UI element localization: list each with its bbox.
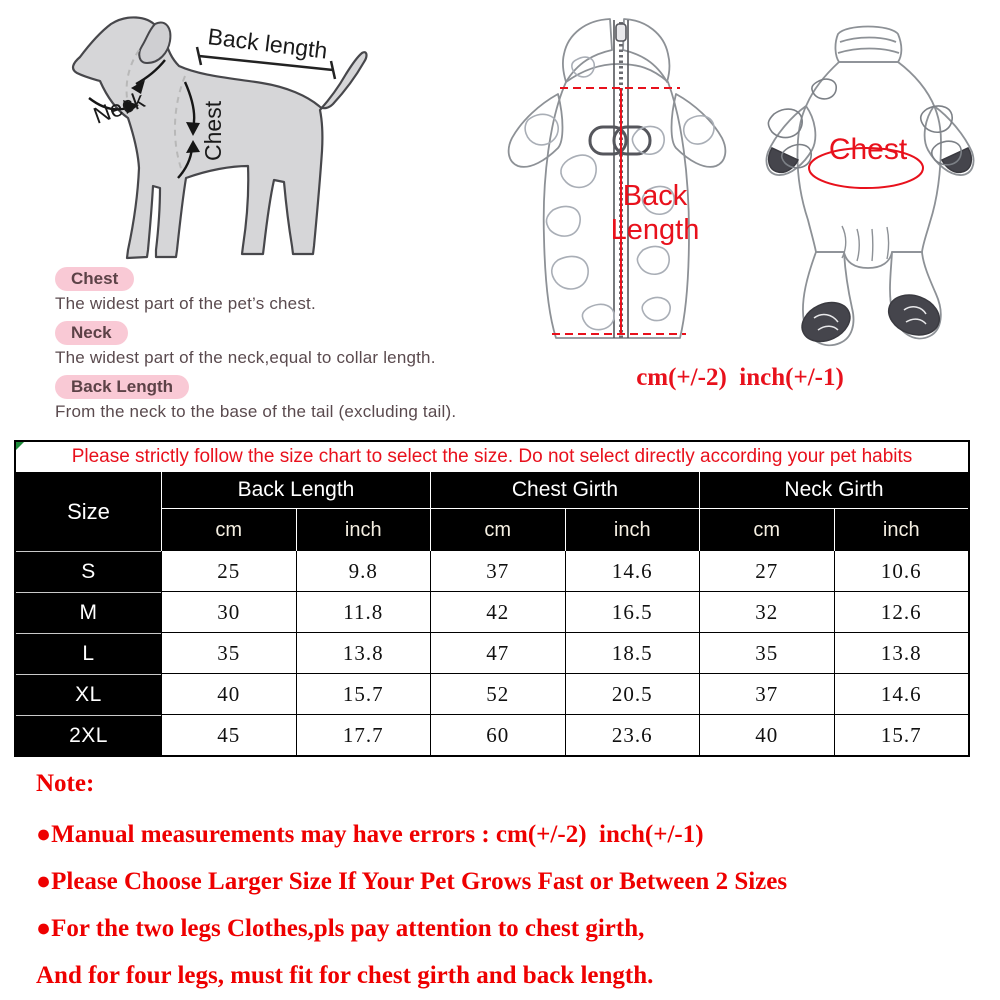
header-chest-girth: Chest Girth: [431, 472, 699, 508]
gather-lines: [842, 226, 889, 261]
front-back-length-label-line2: Length: [610, 214, 700, 246]
note-line-four-legs: And for four legs, must fit for chest girth and back length.: [36, 962, 654, 989]
back-length-definition-text: From the neck to the base of the tail (excluding tail).: [55, 402, 457, 421]
collar-left: [563, 19, 612, 82]
size-cell: 2XL: [16, 715, 161, 755]
dog-measurement-diagram: [35, 6, 375, 268]
value-cell: 20.5: [566, 674, 700, 714]
size-chart-body: [16, 551, 968, 755]
value-cell: 10.6: [835, 551, 969, 591]
sleeve-left: [509, 94, 563, 167]
neck-definition-text: The widest part of the neck,equal to collar length.: [55, 348, 436, 367]
value-cell: 13.8: [835, 633, 969, 673]
garment-back-illustration: [742, 12, 992, 350]
diagram-back-length-label: Back length: [206, 23, 329, 64]
value-cell: 27: [700, 551, 834, 591]
header-neck-inch: inch: [835, 509, 969, 551]
value-cell: 37: [431, 551, 565, 591]
back-collar: [835, 27, 901, 63]
front-back-length-label-line1: Back: [622, 180, 688, 212]
value-cell: 52: [431, 674, 565, 714]
header-size: Size: [16, 472, 161, 551]
value-cell: 47: [431, 633, 565, 673]
cell-corner-marker: [16, 442, 24, 450]
value-cell: 45: [162, 715, 296, 755]
size-cell: L: [16, 633, 161, 673]
header-back-cm: cm: [162, 509, 296, 551]
note-line-two-legs: ●For the two legs Clothes,pls pay attention to chest girth,: [36, 915, 645, 942]
back-length-pill: Back Length: [55, 375, 189, 399]
size-chart-warning-text: Please strictly follow the size chart to select the size. Do not select directly according your pet habits: [71, 446, 913, 467]
tolerance-note: cm(+/-2) inch(+/-1): [636, 364, 844, 391]
value-cell: 18.5: [566, 633, 700, 673]
size-cell: XL: [16, 674, 161, 714]
header-neck-girth: Neck Girth: [700, 472, 968, 508]
size-cell: M: [16, 592, 161, 632]
chest-pill: Chest: [55, 267, 134, 291]
back-chest-label: Chest: [828, 133, 908, 166]
definition-chest: [55, 267, 495, 314]
value-cell: 14.6: [835, 674, 969, 714]
value-cell: 15.7: [297, 674, 431, 714]
definition-neck: [55, 321, 495, 368]
definition-back-length: [55, 375, 495, 422]
size-chart-warning-row: [16, 442, 968, 472]
chest-definition-text: The widest part of the pet’s chest.: [55, 294, 316, 313]
notes-section: [36, 770, 966, 1000]
value-cell: 9.8: [297, 551, 431, 591]
size-chart-table: [14, 440, 970, 757]
value-cell: 30: [162, 592, 296, 632]
collar-lines: [838, 38, 899, 54]
value-cell: 35: [700, 633, 834, 673]
sleeve-right: [672, 94, 726, 167]
header-chest-cm: cm: [431, 509, 565, 551]
value-cell: 40: [162, 674, 296, 714]
value-cell: 16.5: [566, 592, 700, 632]
garment-front-illustration: [498, 8, 740, 350]
value-cell: 14.6: [566, 551, 700, 591]
note-line-measurement-errors: ●Manual measurements may have errors : cm(+/-2) inch(+/-1): [36, 821, 704, 848]
neck-pill: Neck: [55, 321, 128, 345]
diagram-chest-label: Chest: [200, 100, 226, 161]
notes-title: Note:: [36, 770, 95, 797]
collar-right: [623, 19, 669, 82]
header-back-length: Back Length: [162, 472, 430, 508]
header-chest-inch: inch: [566, 509, 700, 551]
value-cell: 25: [162, 551, 296, 591]
value-cell: 12.6: [835, 592, 969, 632]
value-cell: 60: [431, 715, 565, 755]
size-cell: S: [16, 551, 161, 591]
size-chart-header: [16, 472, 968, 551]
value-cell: 23.6: [566, 715, 700, 755]
value-cell: 32: [700, 592, 834, 632]
value-cell: 42: [431, 592, 565, 632]
value-cell: 11.8: [297, 592, 431, 632]
diagram-neck-label: Neck: [89, 86, 148, 129]
value-cell: 15.7: [835, 715, 969, 755]
value-cell: 37: [700, 674, 834, 714]
measurement-definitions: [55, 267, 495, 429]
value-cell: 40: [700, 715, 834, 755]
value-cell: 13.8: [297, 633, 431, 673]
header-neck-cm: cm: [700, 509, 834, 551]
value-cell: 17.7: [297, 715, 431, 755]
header-back-inch: inch: [297, 509, 431, 551]
value-cell: 35: [162, 633, 296, 673]
note-line-choose-larger: ●Please Choose Larger Size If Your Pet Grows Fast or Between 2 Sizes: [36, 868, 788, 895]
